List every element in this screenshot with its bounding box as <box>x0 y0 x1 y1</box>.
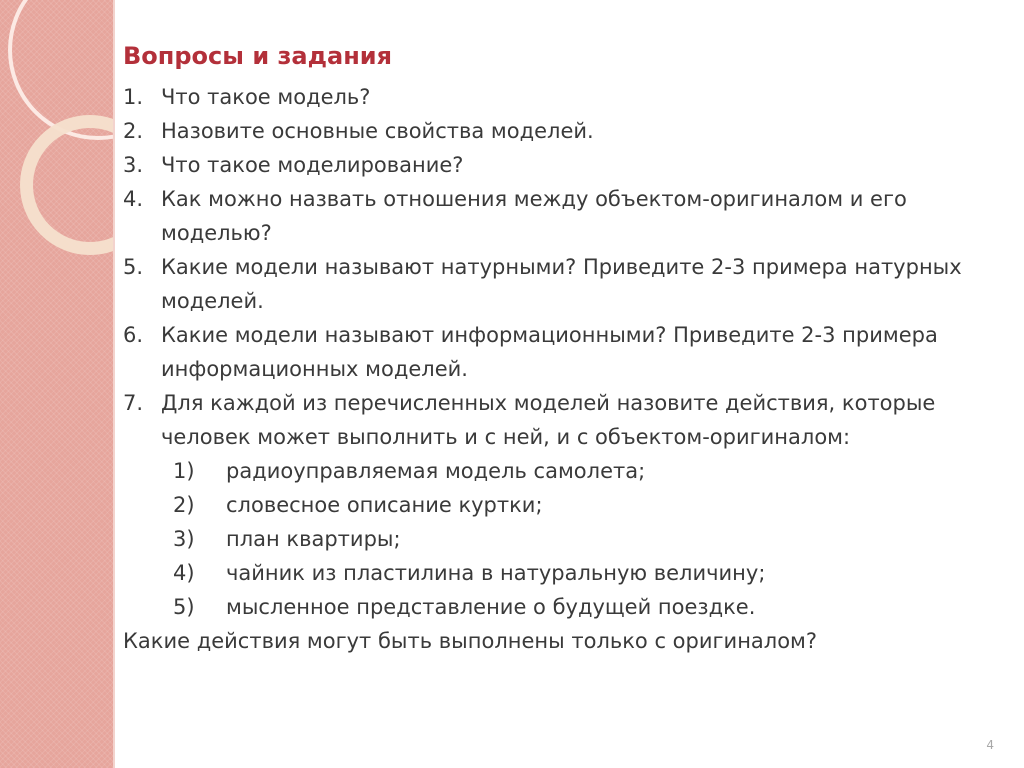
question-text: Какие модели называют информационными? Приведите 2-3 примера информационных моделей. <box>161 323 938 381</box>
sub-item-text: план квартиры; <box>226 527 401 551</box>
question-item <box>123 250 1003 318</box>
question-item <box>123 318 1003 386</box>
question-text: Для каждой из перечисленных моделей назовите действия, которые человек может выполнить и с ней, и с объектом-оригиналом: <box>161 391 936 449</box>
question-number: 5. <box>123 255 144 279</box>
sub-item <box>123 488 1003 522</box>
decorative-ring-small <box>20 115 113 255</box>
question-number: 4. <box>123 187 144 211</box>
sub-item-number: 4) <box>173 561 195 585</box>
sub-item <box>123 556 1003 590</box>
sub-item <box>123 590 1003 624</box>
question-number: 6. <box>123 323 144 347</box>
question-item <box>123 148 1003 182</box>
question-text: Какие модели называют натурными? Приведите 2-3 примера натурных моделей. <box>161 255 962 313</box>
question-number: 3. <box>123 153 144 177</box>
slide-title: Вопросы и задания <box>123 42 393 70</box>
question-list <box>123 80 1003 658</box>
question-item <box>123 80 1003 114</box>
question-number: 7. <box>123 391 144 415</box>
question-item <box>123 182 1003 250</box>
sub-item-number: 5) <box>173 595 195 619</box>
sub-item-text: мысленное представление о будущей поездке. <box>226 595 756 619</box>
sub-item <box>123 522 1003 556</box>
question-number: 1. <box>123 85 144 109</box>
sub-item-number: 3) <box>173 527 195 551</box>
page-number: 4 <box>986 738 994 752</box>
question-text: Назовите основные свойства моделей. <box>161 119 594 143</box>
question-number: 2. <box>123 119 144 143</box>
sub-item <box>123 454 1003 488</box>
strip-edge <box>113 0 115 768</box>
decorative-side-strip <box>0 0 113 768</box>
sub-item-text: словесное описание куртки; <box>226 493 543 517</box>
question-text: Что такое модель? <box>161 85 371 109</box>
closing-question: Какие действия могут быть выполнены только с оригиналом? <box>123 629 818 653</box>
question-item <box>123 386 1003 454</box>
sub-item-text: чайник из пластилина в натуральную величину; <box>226 561 766 585</box>
question-text: Что такое моделирование? <box>161 153 464 177</box>
question-item <box>123 114 1003 148</box>
sub-item-number: 1) <box>173 459 195 483</box>
sub-item-text: радиоуправляемая модель самолета; <box>226 459 646 483</box>
sub-item-number: 2) <box>173 493 195 517</box>
question-text: Как можно назвать отношения между объектом-оригиналом и его моделью? <box>161 187 907 245</box>
